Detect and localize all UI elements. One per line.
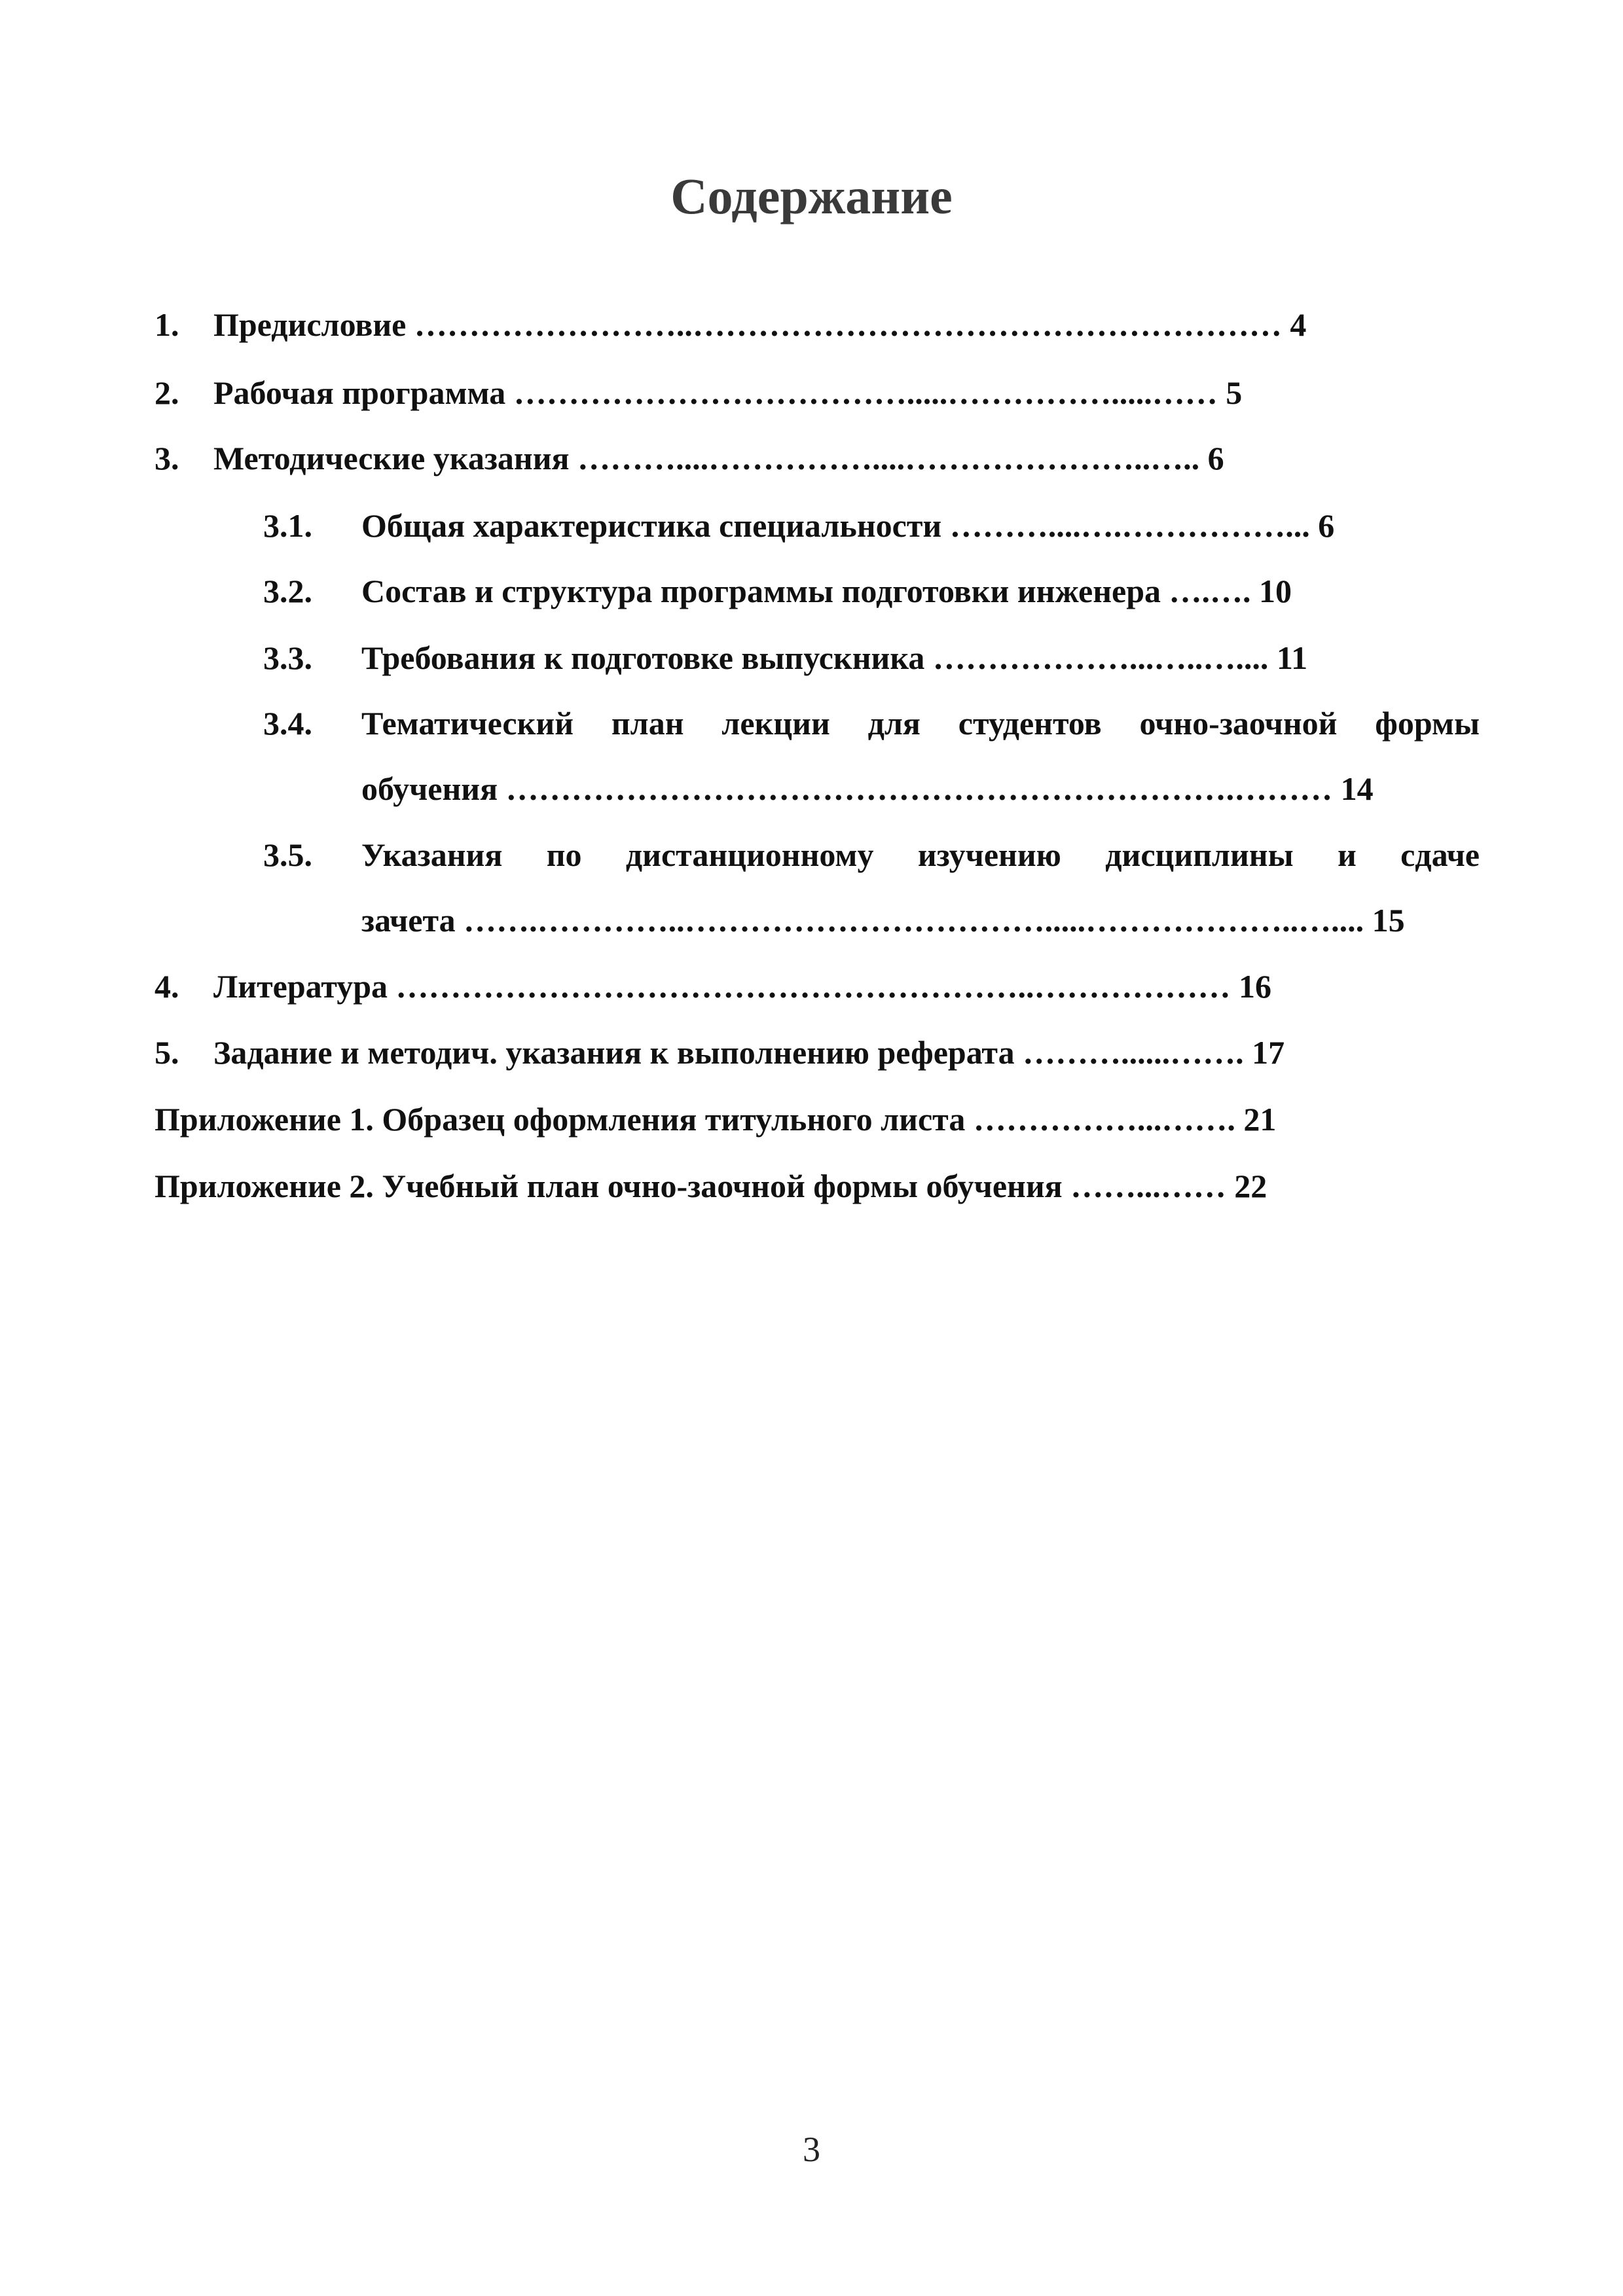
toc-item-number: 1. [155, 306, 179, 343]
toc-item-text: Литература …………………………………………………..……………… 16 [213, 968, 1272, 1005]
toc-item-text: обучения ………………………………………………………….……… 14 [361, 770, 1374, 807]
toc-item-number: 3.2. [263, 573, 312, 609]
toc-item-number: 3.5. [263, 836, 312, 873]
toc-item-number: 2. [155, 374, 179, 411]
page-title: Содержание [670, 168, 953, 224]
toc-item-text: Состав и структура программы подготовки инженера ….…. 10 [361, 573, 1292, 609]
toc-item-text: Требования к подготовке выпускника ………………...…..….... 11 [361, 639, 1308, 676]
toc-item-number: 3.1. [263, 507, 312, 544]
toc-item-number: 5. [155, 1034, 179, 1071]
toc-item-text: Задание и методич. указания к выполнению реферата ………......……. 17 [213, 1034, 1285, 1071]
toc-item-text: Тематический план лекции для студентов очно-заочной формы [361, 705, 1480, 742]
toc-item-text: зачета …….…………..…………………………….....………………..….... 15 [361, 902, 1405, 939]
page-number: 3 [803, 2130, 820, 2169]
toc-item-number: 4. [155, 968, 179, 1005]
toc-item-number: 3. [155, 440, 179, 476]
toc-item-text: Приложение 1. Образец оформления титульного листа ……………...……. 21 [155, 1101, 1277, 1138]
toc-item-text: Приложение 2. Учебный план очно-заочной формы обучения ……...…… 22 [155, 1168, 1267, 1204]
toc-item-number: 3.4. [263, 705, 312, 742]
toc-item-text: Предисловие ……………………..……………………………………………… 4 [213, 306, 1307, 343]
toc-item-text: Рабочая программа ……………………………….....…………….....…… 5 [213, 374, 1243, 411]
toc-item-text: Общая характеристика специальности ………....….……………... 6 [361, 507, 1335, 544]
toc-item-number: 3.3. [263, 639, 312, 676]
toc-item-text: Указания по дистанционному изучению дисциплины и сдаче [361, 836, 1480, 873]
toc-item-text: Методические указания ………....……………....…………………..….. 6 [213, 440, 1224, 476]
